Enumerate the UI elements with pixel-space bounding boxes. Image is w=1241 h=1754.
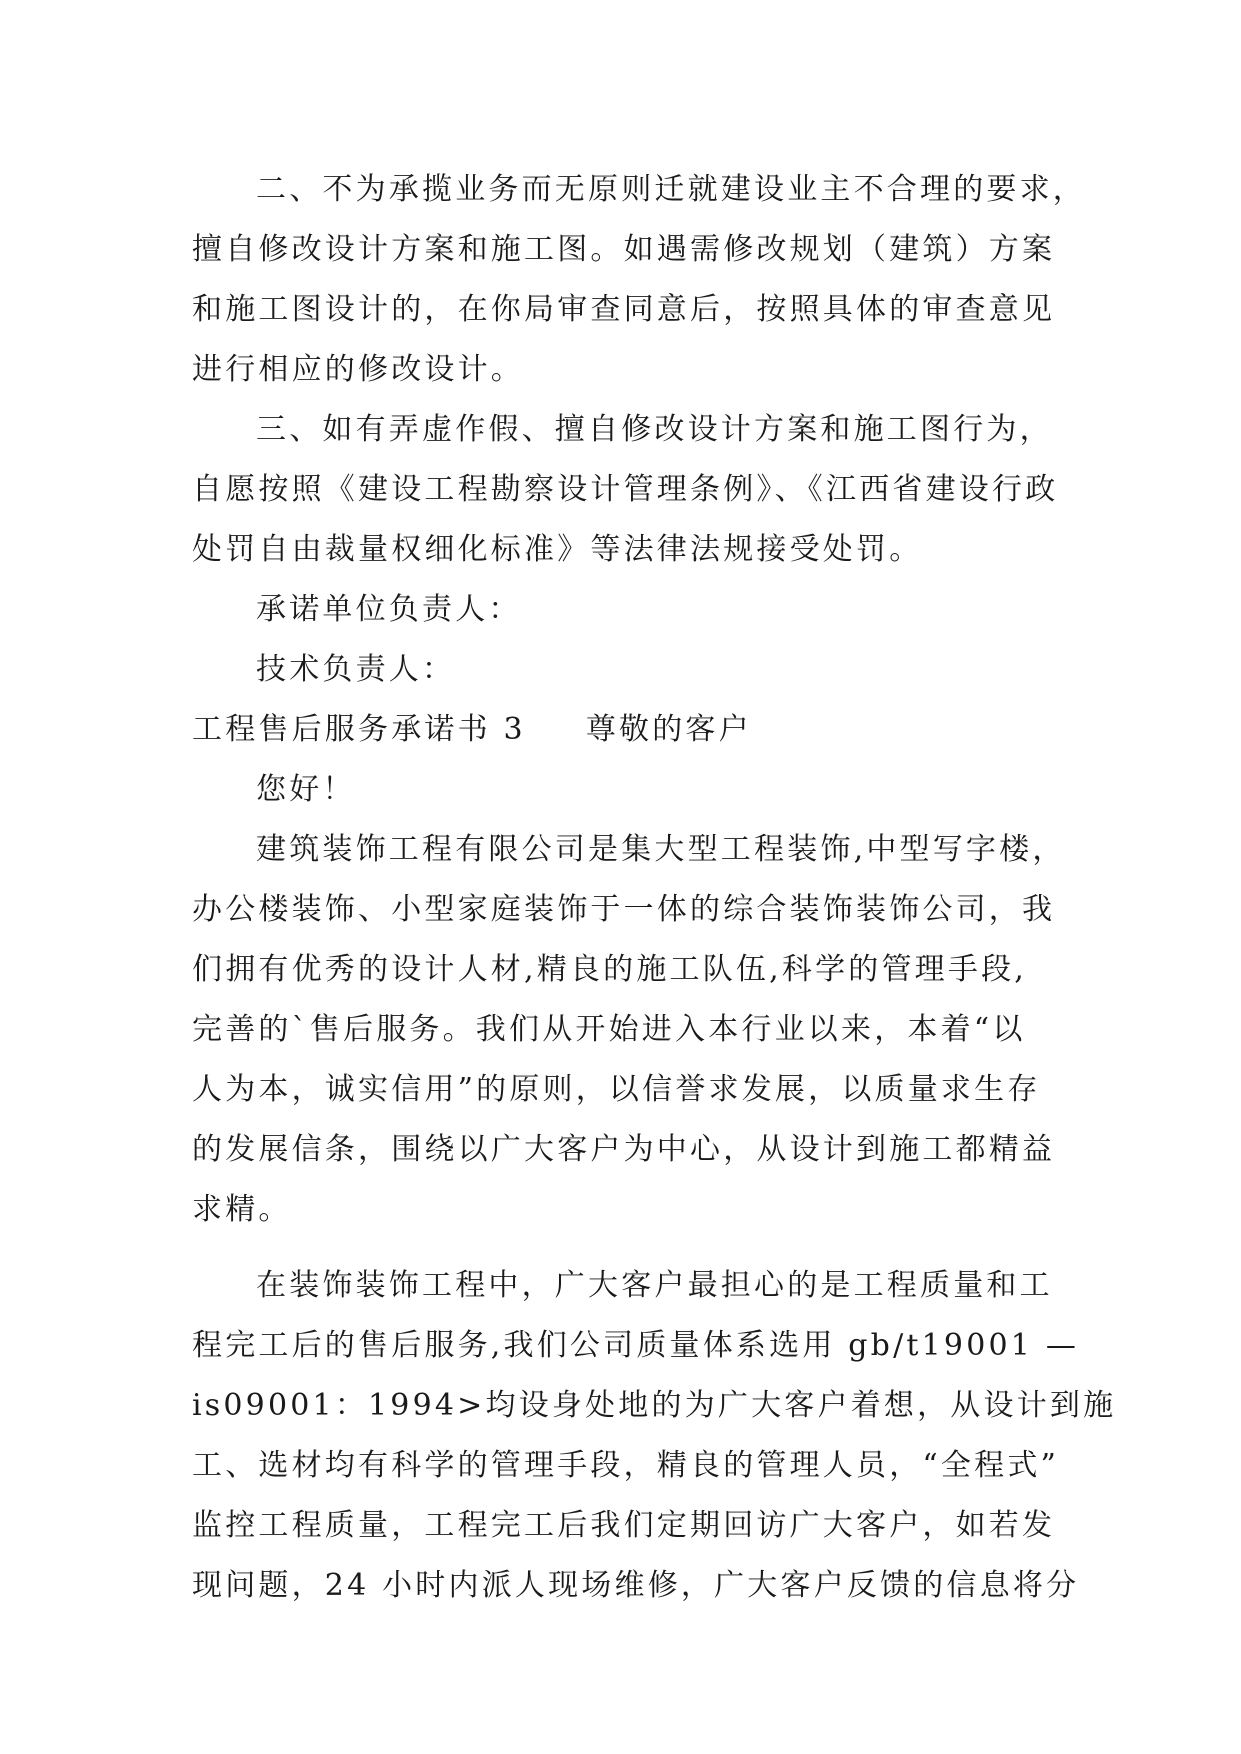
- paragraph-line: 二、不为承揽业务而无原则迁就建设业主不合理的要求，: [256, 172, 1086, 207]
- document-body: [192, 160, 1117, 1616]
- tech-leader-signature: 技术负责人：: [256, 652, 456, 687]
- paragraph-line: 擅自修改设计方案和施工图。如遇需修改规划（建筑）方案: [192, 232, 1056, 267]
- paragraph-line: 办公楼装饰、小型家庭装饰于一体的综合装饰装饰公司，我: [192, 892, 1056, 927]
- paragraph-line: 现问题，24 小时内派人现场维修，广大客户反馈的信息将分: [192, 1568, 1080, 1603]
- paragraph-line: 监控工程质量，工程完工后我们定期回访广大客户，如若发: [192, 1508, 1056, 1543]
- paragraph-line: 求精。: [192, 1192, 292, 1227]
- unit-leader-signature: 承诺单位负责人：: [256, 592, 522, 627]
- paragraph-line: 工、选材均有科学的管理手段，精良的管理人员，“全程式”: [192, 1448, 1060, 1483]
- paragraph-line: 在装饰装饰工程中，广大客户最担心的是工程质量和工: [256, 1268, 1053, 1303]
- greeting: 您好！: [256, 772, 356, 807]
- salutation: 尊敬的客户: [585, 712, 752, 747]
- quality-service-paragraph: [192, 1256, 1117, 1616]
- paragraph-line: is09001：1994>均设身处地的为广大客户着想，从设计到施: [192, 1388, 1117, 1423]
- paragraph-line: 进行相应的修改设计。: [192, 352, 524, 387]
- paragraph-line: 和施工图设计的，在你局审查同意后，按照具体的审查意见: [192, 292, 1056, 327]
- paragraph-line: 完善的`售后服务。我们从开始进入本行业以来，本着“以: [192, 1012, 1026, 1047]
- section-title: 工程售后服务承诺书 3: [192, 712, 526, 747]
- paragraph-line: 的发展信条，围绕以广大客户为中心，从设计到施工都精益: [192, 1132, 1056, 1167]
- clause-3-paragraph: [192, 400, 1062, 580]
- paragraph-line: 自愿按照《建设工程勘察设计管理条例》、《江西省建设行政: [192, 472, 1059, 507]
- paragraph-line: 三、如有弄虚作假、擅自修改设计方案和施工图行为，: [256, 412, 1053, 447]
- paragraph-line: 程完工后的售后服务,我们公司质量体系选用 gb/t19001 —: [192, 1328, 1080, 1363]
- paragraph-line: 建筑装饰工程有限公司是集大型工程装饰,中型写字楼，: [256, 832, 1066, 867]
- clause-2-paragraph: [192, 160, 1086, 400]
- company-intro-paragraph: [192, 820, 1066, 1240]
- section-heading: [192, 700, 1062, 760]
- paragraph-line: 们拥有优秀的设计人材,精良的施工队伍,科学的管理手段,: [192, 952, 1028, 987]
- paragraph-line: 人为本，诚实信用”的原则，以信誉求发展，以质量求生存: [192, 1072, 1041, 1107]
- paragraph-line: 处罚自由裁量权细化标准》等法律法规接受处罚。: [192, 532, 923, 567]
